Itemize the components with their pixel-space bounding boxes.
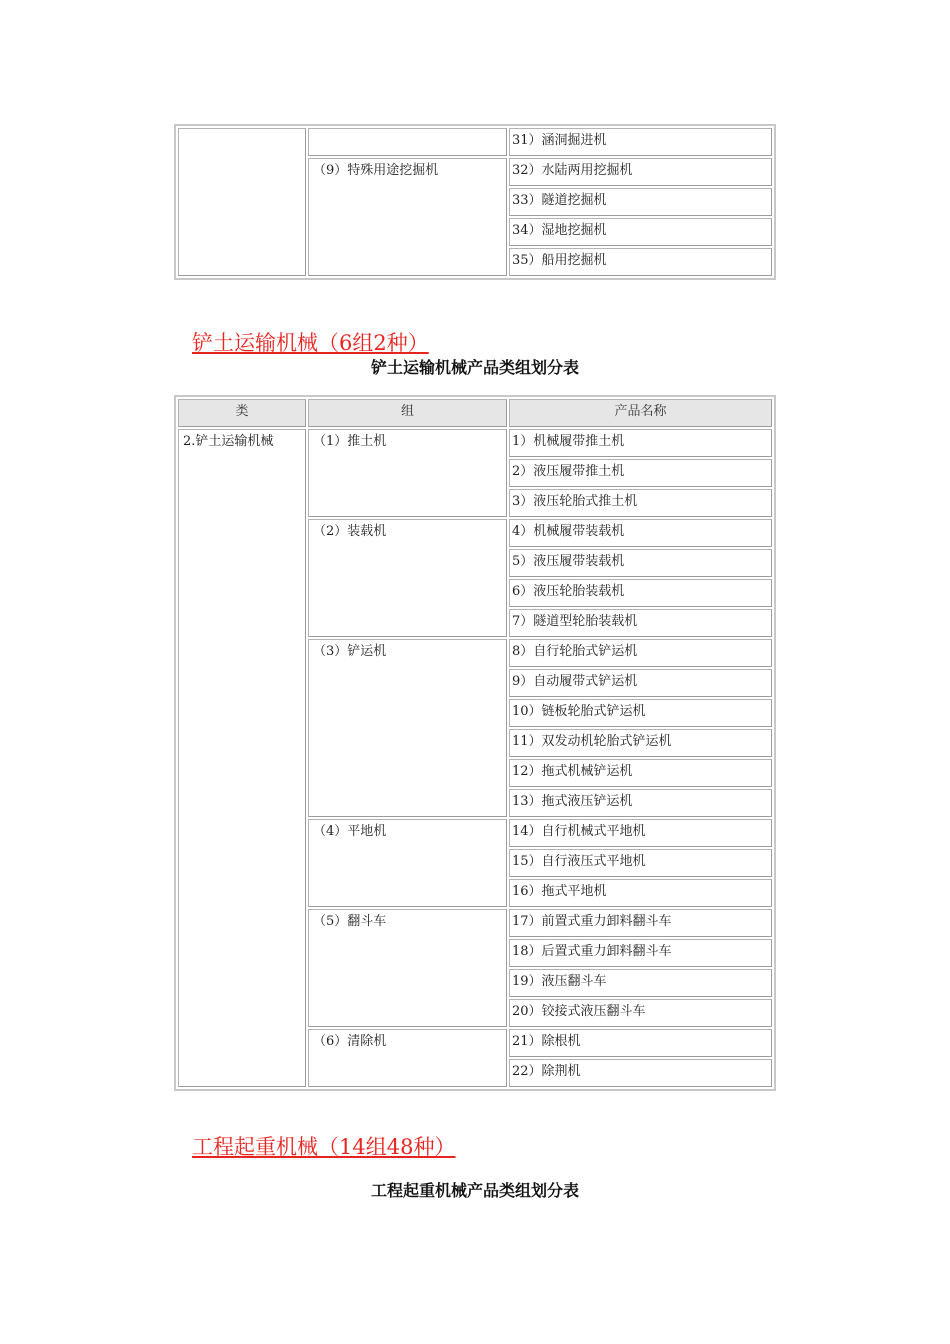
product-cell: 5）液压履带装载机 xyxy=(509,549,772,577)
product-cell: 33）隧道挖掘机 xyxy=(509,188,772,216)
group-cell: （5）翻斗车 xyxy=(308,909,507,1027)
product-cell: 35）船用挖掘机 xyxy=(509,248,772,276)
product-cell: 7）隧道型轮胎装载机 xyxy=(509,609,772,637)
section-link-earthmoving[interactable]: 铲土运输机械（6组2种） xyxy=(192,331,429,355)
product-cell: 17）前置式重力卸料翻斗车 xyxy=(509,909,772,937)
product-cell: 3）液压轮胎式推土机 xyxy=(509,489,772,517)
earthmoving-table xyxy=(174,395,776,1091)
product-cell: 15）自行液压式平地机 xyxy=(509,849,772,877)
product-cell: 32）水陆两用挖掘机 xyxy=(509,158,772,186)
group-cell: （1）推土机 xyxy=(308,429,507,517)
product-cell: 16）拖式平地机 xyxy=(509,879,772,907)
product-cell: 31）涵洞掘进机 xyxy=(509,128,772,156)
product-cell: 10）链板轮胎式铲运机 xyxy=(509,699,772,727)
product-cell: 9）自动履带式铲运机 xyxy=(509,669,772,697)
product-cell: 2）液压履带推土机 xyxy=(509,459,772,487)
product-cell: 6）液压轮胎装载机 xyxy=(509,579,772,607)
excavator-table-continued xyxy=(174,124,776,280)
category-cell: 2.铲土运输机械 xyxy=(178,429,306,1087)
table-caption-hoisting: 工程起重机械产品类组划分表 xyxy=(370,1181,579,1200)
product-cell: 22）除荆机 xyxy=(509,1059,772,1087)
header-product: 产品名称 xyxy=(509,399,772,427)
product-cell: 8）自行轮胎式铲运机 xyxy=(509,639,772,667)
product-cell: 18）后置式重力卸料翻斗车 xyxy=(509,939,772,967)
header-group: 组 xyxy=(308,399,507,427)
table-row xyxy=(178,429,772,457)
group-cell: （4）平地机 xyxy=(308,819,507,907)
product-cell: 1）机械履带推土机 xyxy=(509,429,772,457)
product-cell: 14）自行机械式平地机 xyxy=(509,819,772,847)
product-cell: 34）湿地挖掘机 xyxy=(509,218,772,246)
group-cell: （9）特殊用途挖掘机 xyxy=(308,158,507,276)
product-cell: 4）机械履带装载机 xyxy=(509,519,772,547)
product-cell: 19）液压翻斗车 xyxy=(509,969,772,997)
product-cell: 12）拖式机械铲运机 xyxy=(509,759,772,787)
product-cell: 20）铰接式液压翻斗车 xyxy=(509,999,772,1027)
group-cell: （3）铲运机 xyxy=(308,639,507,817)
group-cell-empty xyxy=(308,128,507,156)
header-category: 类 xyxy=(178,399,306,427)
section-link-hoisting[interactable]: 工程起重机械（14组48种） xyxy=(192,1135,456,1159)
product-cell: 21）除根机 xyxy=(509,1029,772,1057)
product-cell: 11）双发动机轮胎式铲运机 xyxy=(509,729,772,757)
table-caption-earthmoving: 铲土运输机械产品类组划分表 xyxy=(370,358,579,377)
product-cell: 13）拖式液压铲运机 xyxy=(509,789,772,817)
category-cell-empty xyxy=(178,128,306,276)
group-cell: （6）清除机 xyxy=(308,1029,507,1087)
group-cell: （2）装载机 xyxy=(308,519,507,637)
